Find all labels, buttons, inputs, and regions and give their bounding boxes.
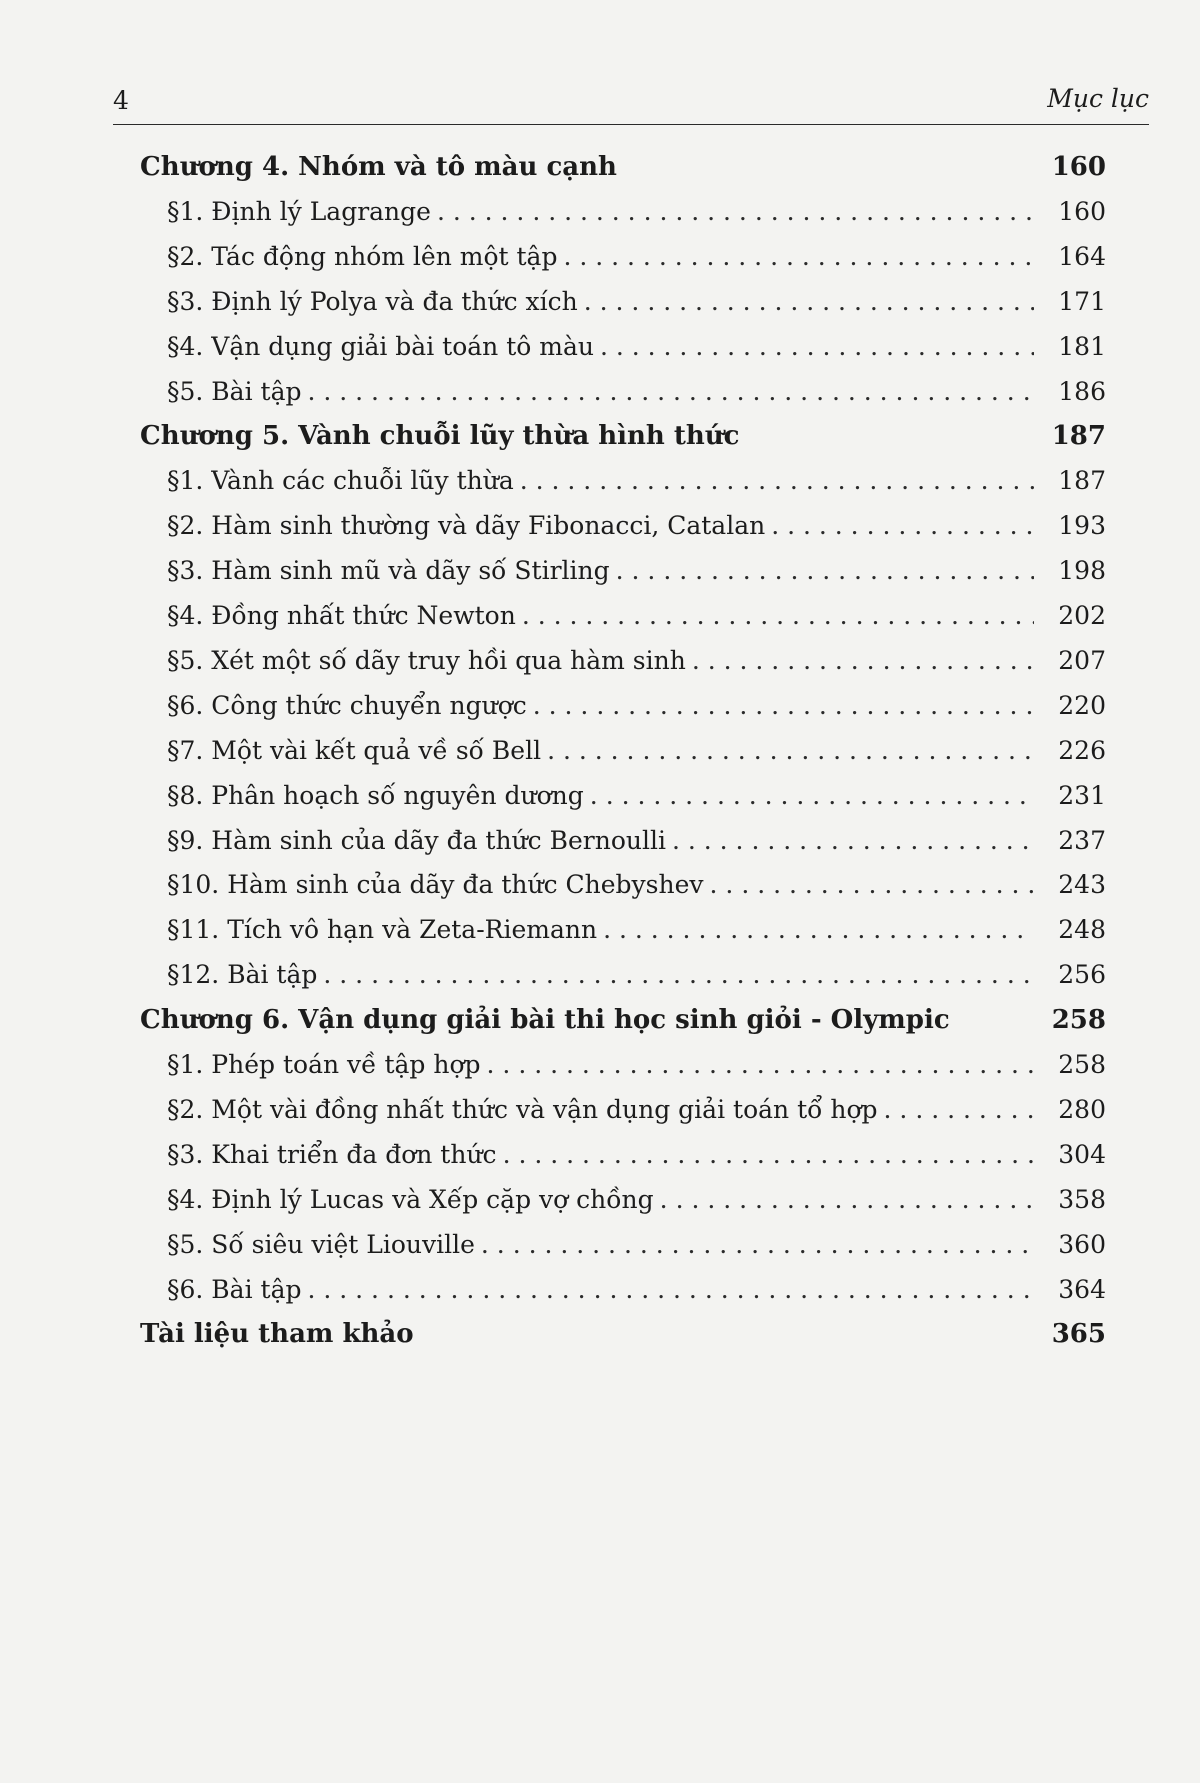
dot-leader	[590, 781, 1034, 810]
entry-page-number: 258	[1058, 1050, 1106, 1079]
entry-page-number: 160	[1051, 152, 1106, 182]
toc-section-entry	[167, 1230, 1106, 1274]
toc-section-entry	[167, 287, 1106, 331]
entry-page-number: 237	[1058, 825, 1106, 855]
dot-leader	[547, 736, 1034, 765]
entry-title: §3. Định lý Polya và đa thức xích	[167, 286, 578, 316]
entry-page-number: 186	[1058, 376, 1106, 406]
entry-page-number: 231	[1058, 780, 1106, 810]
entry-title: §5. Bài tập	[167, 376, 302, 406]
entry-title: §10. Hàm sinh của dãy đa thức Chebyshev	[167, 870, 704, 900]
entry-title: §6. Công thức chuyển ngược	[167, 690, 527, 720]
entry-page-number: 365	[1051, 1319, 1106, 1350]
entry-title: §7. Một vài kết quả về số Bell	[167, 735, 542, 765]
entry-title: §3. Khai triển đa đơn thức	[167, 1139, 497, 1169]
entry-title: Tài liệu tham khảo	[140, 1319, 414, 1350]
toc-chapter-entry	[140, 1005, 1106, 1049]
toc-section-entry	[167, 197, 1106, 241]
dot-leader	[600, 332, 1034, 361]
entry-page-number: 248	[1058, 915, 1106, 945]
entry-title: §1. Định lý Lagrange	[167, 196, 431, 226]
entry-title: §8. Phân hoạch số nguyên dương	[167, 780, 584, 810]
entry-page-number: 220	[1058, 690, 1106, 720]
dot-leader	[323, 960, 1034, 989]
dot-leader	[481, 1230, 1034, 1259]
toc-section-entry	[167, 1095, 1106, 1139]
entry-page-number: 193	[1058, 511, 1106, 541]
entry-page-number: 226	[1058, 735, 1106, 765]
entry-page-number: 358	[1058, 1184, 1106, 1214]
entry-page-number: 187	[1051, 421, 1106, 452]
dot-leader	[533, 691, 1034, 720]
entry-title: Chương 5. Vành chuỗi lũy thừa hình thức	[140, 421, 740, 452]
entry-title: §4. Định lý Lucas và Xếp cặp vợ chồng	[167, 1184, 654, 1214]
dot-leader	[520, 466, 1034, 495]
entry-page-number: 243	[1058, 870, 1106, 900]
toc-section-entry	[167, 466, 1106, 510]
toc-section-entry	[167, 870, 1106, 914]
entry-title: §3. Hàm sinh mũ và dãy số Stirling	[167, 556, 610, 586]
toc-section-entry	[167, 1140, 1106, 1184]
entry-title: §4. Đồng nhất thức Newton	[167, 601, 516, 630]
entry-title: §9. Hàm sinh của dãy đa thức Bernoulli	[167, 825, 666, 855]
dot-leader	[710, 870, 1034, 899]
entry-title: §5. Xét một số dãy truy hồi qua hàm sinh	[167, 645, 686, 675]
entry-title: §2. Một vài đồng nhất thức và vận dụng giải toán tổ hợp	[167, 1094, 878, 1124]
toc-section-entry	[167, 736, 1106, 780]
dot-leader	[522, 601, 1034, 630]
entry-title: §1. Phép toán về tập hợp	[167, 1050, 481, 1079]
running-title: Mục lục	[1047, 84, 1149, 113]
entry-page-number: 198	[1058, 556, 1106, 586]
entry-title: §4. Vận dụng giải bài toán tô màu	[167, 331, 594, 361]
entry-page-number: 256	[1058, 960, 1106, 990]
toc-section-entry	[167, 377, 1106, 421]
toc-chapter-entry	[140, 421, 1106, 465]
dot-leader	[771, 511, 1034, 540]
entry-title: Chương 4. Nhóm và tô màu cạnh	[140, 152, 617, 182]
dot-leader	[487, 1050, 1034, 1079]
toc-section-entry	[167, 601, 1106, 645]
entry-page-number: 207	[1058, 645, 1106, 675]
entry-page-number: 202	[1058, 601, 1106, 630]
dot-leader	[563, 242, 1034, 271]
toc-section-entry	[167, 1275, 1106, 1319]
entry-title: §2. Tác động nhóm lên một tập	[167, 241, 558, 271]
dot-leader	[672, 826, 1034, 855]
toc-section-entry	[167, 960, 1106, 1004]
entry-page-number: 160	[1058, 196, 1106, 226]
dot-leader	[503, 1140, 1034, 1169]
dot-leader	[616, 556, 1034, 585]
toc-chapter-entry	[140, 1319, 1106, 1363]
entry-page-number: 258	[1051, 1005, 1106, 1036]
entry-page-number: 181	[1058, 331, 1106, 361]
toc-section-entry	[167, 826, 1106, 870]
toc-section-entry	[167, 646, 1106, 690]
toc-section-entry	[167, 691, 1106, 735]
entry-title: §1. Vành các chuỗi lũy thừa	[167, 466, 514, 496]
toc-section-entry	[167, 1185, 1106, 1229]
entry-page-number: 187	[1058, 466, 1106, 496]
entry-page-number: 280	[1058, 1094, 1106, 1124]
entry-title: §2. Hàm sinh thường và dãy Fibonacci, Catalan	[167, 511, 766, 541]
dot-leader	[437, 197, 1034, 226]
toc-section-entry	[167, 1050, 1106, 1094]
entry-page-number: 171	[1058, 286, 1106, 316]
entry-title: §11. Tích vô hạn và Zeta-Riemann	[167, 915, 598, 945]
toc-chapter-entry	[140, 152, 1106, 196]
toc-section-entry	[167, 915, 1106, 959]
entry-page-number: 364	[1058, 1274, 1106, 1304]
entry-page-number: 360	[1058, 1229, 1106, 1259]
dot-leader	[307, 377, 1034, 406]
toc-section-entry	[167, 781, 1106, 825]
dot-leader	[692, 646, 1034, 675]
entry-title: §5. Số siêu việt Liouville	[167, 1229, 475, 1259]
dot-leader	[660, 1185, 1034, 1214]
toc-section-entry	[167, 511, 1106, 555]
toc-section-entry	[167, 556, 1106, 600]
page-number: 4	[113, 86, 129, 115]
dot-leader	[584, 287, 1034, 316]
toc-section-entry	[167, 332, 1106, 376]
entry-title: Chương 6. Vận dụng giải bài thi học sinh giỏi - Olympic	[140, 1005, 950, 1036]
entry-page-number: 164	[1058, 241, 1106, 271]
toc-section-entry	[167, 242, 1106, 286]
dot-leader	[307, 1275, 1034, 1304]
dot-leader	[603, 915, 1034, 944]
entry-title: §12. Bài tập	[167, 960, 318, 990]
entry-page-number: 304	[1058, 1139, 1106, 1169]
entry-title: §6. Bài tập	[167, 1274, 302, 1304]
dot-leader	[884, 1095, 1034, 1124]
